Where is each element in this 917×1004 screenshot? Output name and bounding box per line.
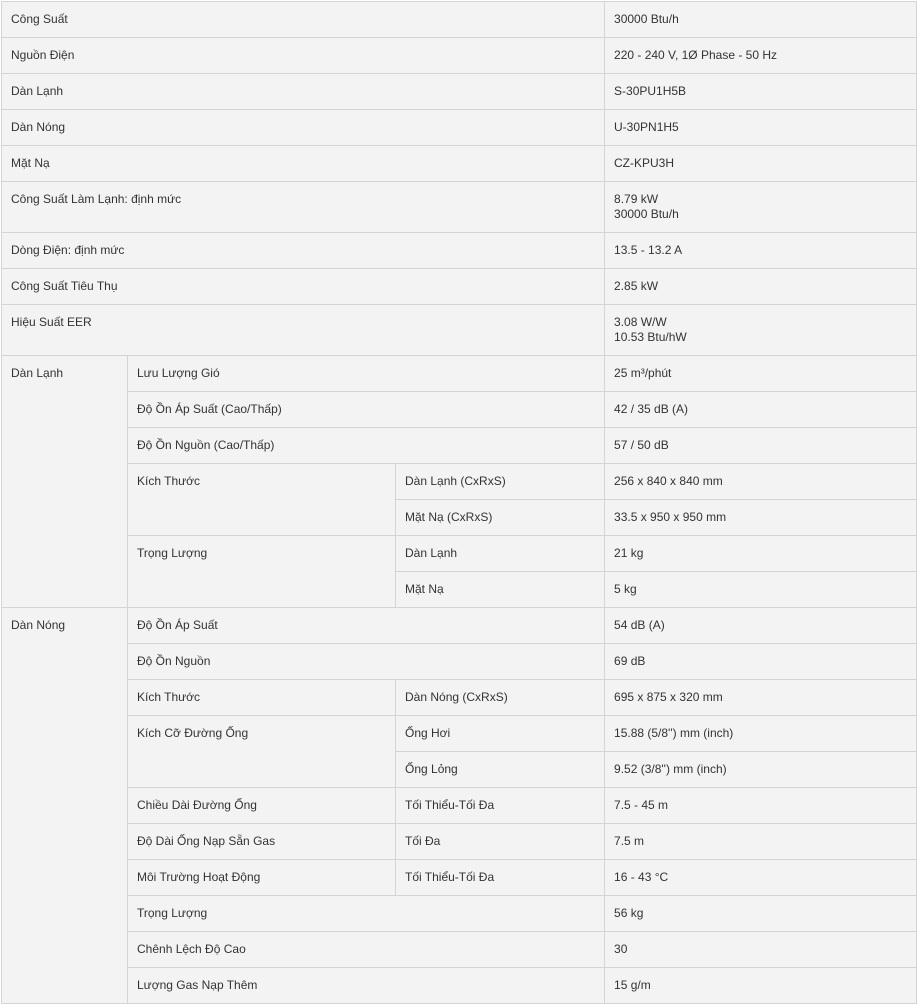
spec-label: Độ Dài Ống Nạp Sẵn Gas	[128, 824, 396, 860]
table-row	[2, 74, 917, 110]
spec-label: Độ Ồn Nguồn (Cao/Thấp)	[128, 428, 605, 464]
spec-value	[605, 305, 917, 356]
table-row	[2, 428, 917, 464]
spec-value: 33.5 x 950 x 950 mm	[605, 500, 917, 536]
table-row	[2, 38, 917, 74]
spec-sub-label: Mặt Nạ	[396, 572, 605, 608]
spec-value	[605, 269, 917, 305]
table-row	[2, 233, 917, 269]
spec-sub-label: Ống Lỏng	[396, 752, 605, 788]
spec-sub-label: Ống Hơi	[396, 716, 605, 752]
spec-label: Chiều Dài Đường Ống	[128, 788, 396, 824]
spec-label: Dàn Lạnh	[2, 74, 605, 110]
spec-value: 54 dB (A)	[605, 608, 917, 644]
spec-table	[1, 1, 917, 1004]
spec-value	[605, 233, 917, 269]
spec-label: Độ Ồn Nguồn	[128, 644, 605, 680]
spec-value: 7.5 - 45 m	[605, 788, 917, 824]
spec-label: Chênh Lệch Độ Cao	[128, 932, 605, 968]
spec-value	[605, 110, 917, 146]
table-row	[2, 824, 917, 860]
table-row	[2, 356, 917, 392]
table-row	[2, 896, 917, 932]
table-row	[2, 680, 917, 716]
spec-value-line: 220 - 240 V, 1Ø Phase - 50 Hz	[614, 48, 778, 62]
spec-label: Trọng Lượng	[128, 536, 396, 608]
spec-sub-label: Mặt Nạ (CxRxS)	[396, 500, 605, 536]
spec-value: 256 x 840 x 840 mm	[605, 464, 917, 500]
spec-label: Kích Thước	[128, 464, 396, 536]
table-row	[2, 968, 917, 1004]
spec-value	[605, 182, 917, 233]
spec-value-line: U-30PN1H5	[614, 120, 679, 134]
spec-value	[605, 2, 917, 38]
table-row	[2, 536, 917, 572]
spec-label: Môi Trường Hoạt Động	[128, 860, 396, 896]
spec-label: Mặt Nạ	[2, 146, 605, 182]
spec-value-line: 30000 Btu/h	[614, 207, 679, 221]
spec-label: Độ Ồn Áp Suất (Cao/Thấp)	[128, 392, 605, 428]
outdoor-specs	[2, 608, 917, 1004]
table-row	[2, 860, 917, 896]
spec-value: 42 / 35 dB (A)	[605, 392, 917, 428]
spec-value: 69 dB	[605, 644, 917, 680]
table-row	[2, 2, 917, 38]
spec-label: Kích Cỡ Đường Ống	[128, 716, 396, 788]
table-row	[2, 932, 917, 968]
spec-label: Hiệu Suất EER	[2, 305, 605, 356]
table-row	[2, 644, 917, 680]
spec-value: 7.5 m	[605, 824, 917, 860]
spec-value: 15.88 (5/8'') mm (inch)	[605, 716, 917, 752]
table-row	[2, 464, 917, 500]
spec-value: 21 kg	[605, 536, 917, 572]
spec-label: Nguồn Điện	[2, 38, 605, 74]
spec-sub-label: Tối Đa	[396, 824, 605, 860]
spec-value	[605, 146, 917, 182]
spec-value-line: CZ-KPU3H	[614, 156, 675, 170]
spec-label: Công Suất Làm Lạnh: định mức	[2, 182, 605, 233]
spec-value: 9.52 (3/8'') mm (inch)	[605, 752, 917, 788]
table-row	[2, 392, 917, 428]
spec-label: Dòng Điện: định mức	[2, 233, 605, 269]
spec-value-line: 30000 Btu/h	[614, 12, 679, 26]
spec-label: Kích Thước	[128, 680, 396, 716]
spec-value: 30	[605, 932, 917, 968]
table-row	[2, 182, 917, 233]
spec-value: 57 / 50 dB	[605, 428, 917, 464]
indoor-specs	[2, 356, 917, 608]
spec-value: 695 x 875 x 320 mm	[605, 680, 917, 716]
spec-value-line: 10.53 Btu/hW	[614, 330, 687, 344]
spec-sub-label: Dàn Lạnh	[396, 536, 605, 572]
spec-value	[605, 38, 917, 74]
table-row	[2, 146, 917, 182]
spec-sub-label: Dàn Nóng (CxRxS)	[396, 680, 605, 716]
table-row	[2, 788, 917, 824]
spec-value-line: 2.85 kW	[614, 279, 659, 293]
spec-label: Công Suất Tiêu Thụ	[2, 269, 605, 305]
table-row	[2, 716, 917, 752]
outdoor-group-label: Dàn Nóng	[2, 608, 128, 1004]
general-specs	[2, 2, 917, 356]
spec-sub-label: Dàn Lạnh (CxRxS)	[396, 464, 605, 500]
spec-value: 56 kg	[605, 896, 917, 932]
spec-value-line: 8.79 kW	[614, 192, 659, 206]
spec-label: Công Suất	[2, 2, 605, 38]
spec-value: 15 g/m	[605, 968, 917, 1004]
spec-sub-label: Tối Thiểu-Tối Đa	[396, 860, 605, 896]
spec-value: 5 kg	[605, 572, 917, 608]
spec-value: 16 - 43 °C	[605, 860, 917, 896]
spec-label: Lưu Lượng Gió	[128, 356, 605, 392]
spec-label: Lượng Gas Nạp Thêm	[128, 968, 605, 1004]
spec-value-line: 3.08 W/W	[614, 315, 667, 329]
spec-value: 25 m³/phút	[605, 356, 917, 392]
table-row	[2, 110, 917, 146]
table-row	[2, 608, 917, 644]
spec-label: Trọng Lượng	[128, 896, 605, 932]
spec-sub-label: Tối Thiểu-Tối Đa	[396, 788, 605, 824]
table-row	[2, 269, 917, 305]
spec-value-line: 13.5 - 13.2 A	[614, 243, 683, 257]
spec-value-line: S-30PU1H5B	[614, 84, 687, 98]
table-row	[2, 305, 917, 356]
spec-value	[605, 74, 917, 110]
spec-label: Độ Ồn Áp Suất	[128, 608, 605, 644]
indoor-group-label: Dàn Lạnh	[2, 356, 128, 608]
spec-label: Dàn Nóng	[2, 110, 605, 146]
